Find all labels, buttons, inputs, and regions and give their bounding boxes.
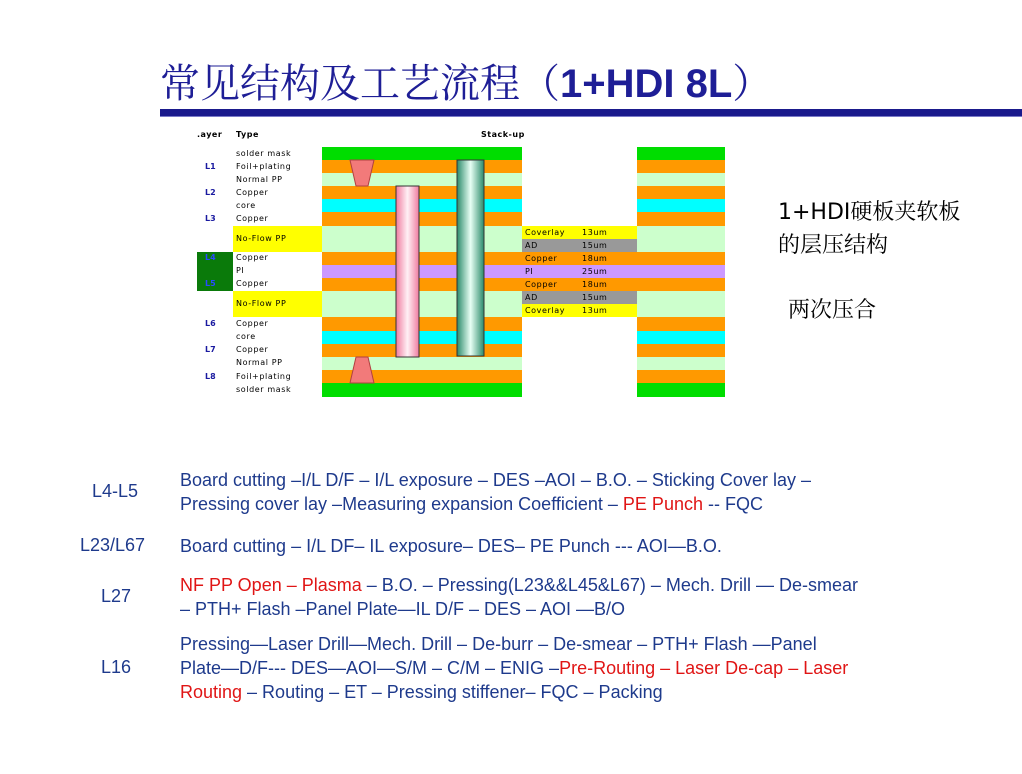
flex-name-1: Coverlay: [525, 228, 566, 237]
layer-num-l7: L7: [205, 345, 216, 354]
title-code: 1+HDI 8L: [560, 62, 733, 106]
flex-thk-4: 25um: [582, 267, 608, 276]
type-pi: PI: [236, 266, 245, 275]
layer-num-l2: L2: [205, 188, 216, 197]
process-label-l4l5: L4-L5: [92, 481, 139, 501]
type-noflow-bottom: No-Flow PP: [236, 299, 287, 308]
layer-num-l6: L6: [205, 319, 216, 328]
type-normal-pp-bottom: Normal PP: [236, 358, 283, 367]
side-note-2: 的层压结构: [778, 233, 889, 258]
process-l23l67-line1: Board cutting – I/L DF– IL exposure– DES– PE Punch --- AOI—B.O.: [180, 536, 722, 556]
flex-name-6: AD: [525, 293, 538, 302]
process-l23l67: [180, 534, 970, 558]
layer-num-l4: L4: [205, 253, 216, 262]
layer-num-l1: L1: [205, 162, 216, 171]
process-l27-line1: [180, 573, 970, 597]
type-normal-pp-top: Normal PP: [236, 175, 283, 184]
process-l16-line3-text: – Routing – ET – Pressing stiffener– FQC – Packing: [242, 682, 663, 702]
process-l4l5-line2-text: Pressing cover lay –Measuring expansion Coefficient –: [180, 494, 623, 514]
process-l27-line2: – PTH+ Flash –Panel Plate—IL D/F – DES – AOI —B/O: [180, 599, 626, 619]
flex-thk-5: 18um: [582, 280, 608, 289]
flex-name-2: AD: [525, 241, 538, 250]
layer-column-header: .ayer: [197, 130, 223, 139]
process-label-l27: L27: [101, 586, 132, 606]
type-solder-mask-bottom: solder mask: [236, 385, 292, 394]
flex-name-5: Copper: [525, 280, 558, 289]
layer-num-l8: L8: [205, 372, 216, 381]
layer-num-l5: L5: [205, 279, 216, 288]
type-copper-l2: Copper: [236, 188, 269, 197]
title-cn: 常见结构及工艺流程: [160, 61, 520, 107]
process-l16-line2-red: Pre-Routing – Laser De-cap – Laser: [559, 658, 849, 678]
flex-name-3: Copper: [525, 254, 558, 263]
type-column-header: Type: [236, 130, 259, 139]
through-via: [457, 160, 484, 356]
flex-thk-6: 15um: [582, 293, 608, 302]
process-l16-line1: Pressing—Laser Drill—Mech. Drill – De-burr – De-smear – PTH+ Flash —Panel: [180, 634, 817, 654]
type-noflow-top: No-Flow PP: [236, 234, 287, 243]
type-copper-l4: Copper: [236, 253, 269, 262]
layer-num-l3: L3: [205, 214, 216, 223]
process-label-l16: L16: [101, 657, 132, 677]
type-copper-l5: Copper: [236, 279, 269, 288]
type-copper-l7: Copper: [236, 345, 269, 354]
process-l16: [180, 632, 970, 704]
type-foil-top: Foil+plating: [236, 162, 292, 171]
process-l16-line3-red: Routing: [180, 682, 243, 702]
type-core-bottom: core: [236, 332, 256, 341]
type-solder-mask-top: solder mask: [236, 149, 292, 158]
process-l27-line1-text: – B.O. – Pressing(L23&&L45&L67) – Mech. Drill — De-smear: [361, 575, 858, 595]
process-l4l5-line2: [180, 492, 970, 516]
stackup-column-header: Stack-up: [481, 130, 525, 139]
title-close-paren: ）: [732, 61, 773, 107]
flex-name-4: PI: [525, 267, 534, 276]
process-l27: [180, 573, 970, 621]
title-open-paren: （: [520, 61, 560, 107]
process-l27-red: NF PP Open – Plasma: [180, 575, 362, 595]
side-note-1: 1+HDI硬板夹软板: [778, 200, 961, 225]
type-core-top: core: [236, 201, 256, 210]
type-copper-l3: Copper: [236, 214, 269, 223]
type-copper-l6: Copper: [236, 319, 269, 328]
process-l4l5-pe-punch: PE Punch: [622, 494, 703, 514]
side-note-3: 两次压合: [788, 298, 877, 323]
buried-via: [396, 186, 419, 357]
flex-thk-7: 13um: [582, 306, 608, 315]
laser-via-top: [350, 160, 374, 186]
process-l16-line2-text: Plate—D/F--- DES—AOI—S/M – C/M – ENIG –: [180, 658, 560, 678]
process-l16-line2: [180, 656, 970, 680]
flex-thk-1: 13um: [582, 228, 608, 237]
flex-thk-2: 15um: [582, 241, 608, 250]
laser-via-bottom: [350, 357, 374, 383]
process-l4l5: [180, 468, 970, 516]
process-label-l23l67: L23/L67: [80, 535, 146, 555]
process-l4l5-fqc: -- FQC: [702, 494, 763, 514]
process-l4l5-line1: Board cutting –I/L D/F – I/L exposure – DES –AOI – B.O. – Sticking Cover lay –: [180, 470, 811, 490]
flex-name-7: Coverlay: [525, 306, 566, 315]
process-l16-line3: [180, 680, 970, 704]
type-foil-bottom: Foil+plating: [236, 372, 292, 381]
flex-thk-3: 18um: [582, 254, 608, 263]
